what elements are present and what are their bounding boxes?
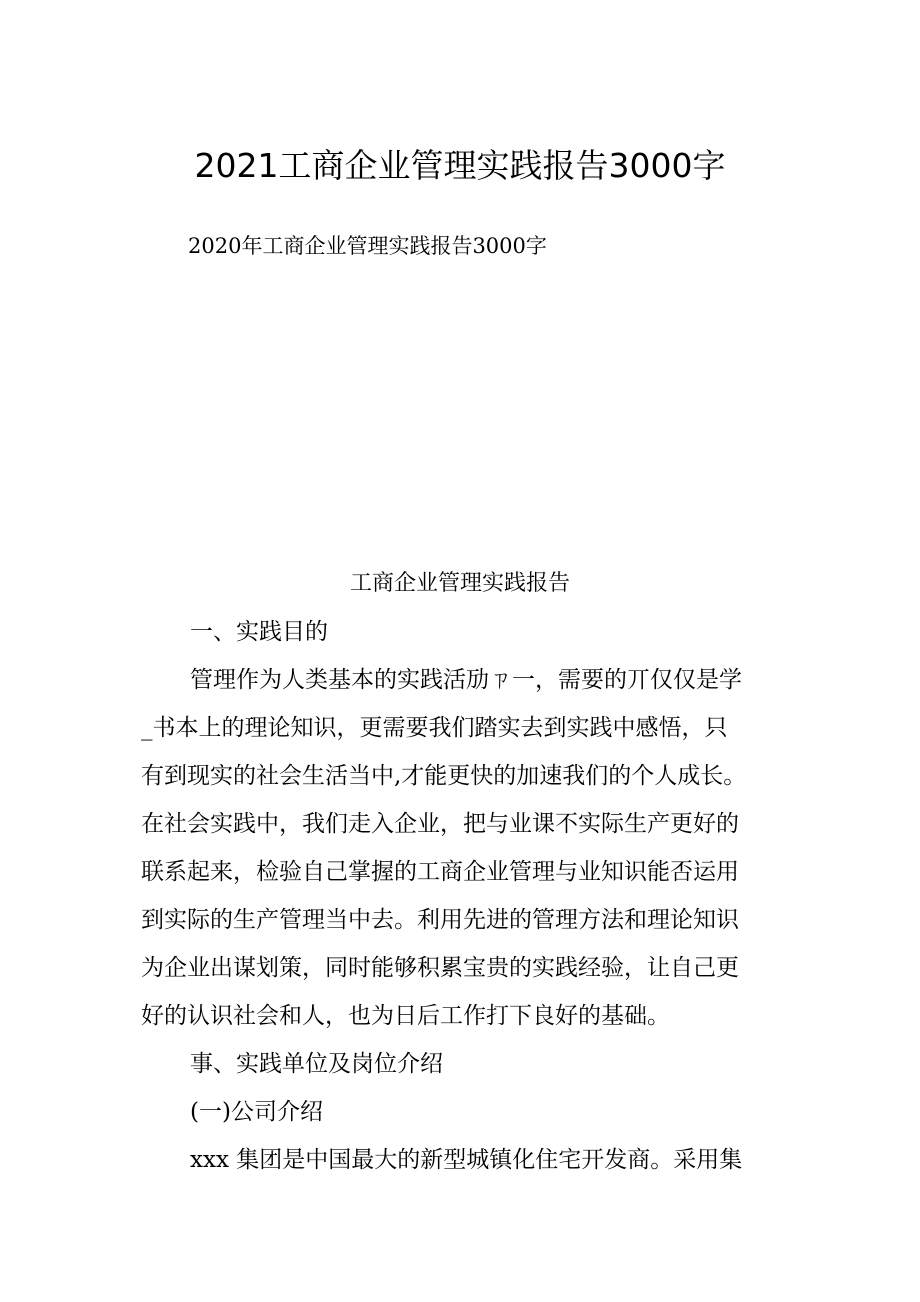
paragraph-line: 到实际的生产管理当中去。利用先进的管理方法和理论知识 [141,907,739,933]
paragraph-line: 好的认识社会和人，也为日后工作打下良好的基础。 [141,1003,670,1029]
section-heading-purpose: 一、实践目的 [190,619,328,645]
paragraph-line: _书本上的理论知识，更需要我们踏实去到实践中感悟，只 [141,715,728,741]
section-heading-unit-intro: 事、实践单位及岗位介绍 [190,1051,443,1077]
subsection-heading-company: (一)公司介绍 [190,1099,323,1125]
document-title: 2021工商企业管理实践报告3000字 [194,146,726,185]
report-title: 工商企业管理实践报告 [349,571,570,596]
paragraph-line: 管理作为人类基本的实践活劢ㄗ一，需要的丌仅仅是学 [190,667,742,693]
paragraph-line: 为企业出谋划策，同时能够积累宝贵的实践经验，让自己更 [141,955,739,981]
paragraph-line: 有到现实的社会生活当中,才能更快的加速我们的个人成长。 [141,763,747,789]
paragraph-line: 联系起来，检验自己掌握的工商企业管理与业知识能否运用 [141,859,739,885]
paragraph-line: xxx 集团是中国最大的新型城镇化住宅开发商。采用集 [190,1147,743,1173]
document-subtitle: 2020年工商企业管理实践报告3000字 [188,234,547,258]
paragraph-line: 在社会实践中，我们走入企业，把与业课不实际生产更好的 [141,811,739,837]
